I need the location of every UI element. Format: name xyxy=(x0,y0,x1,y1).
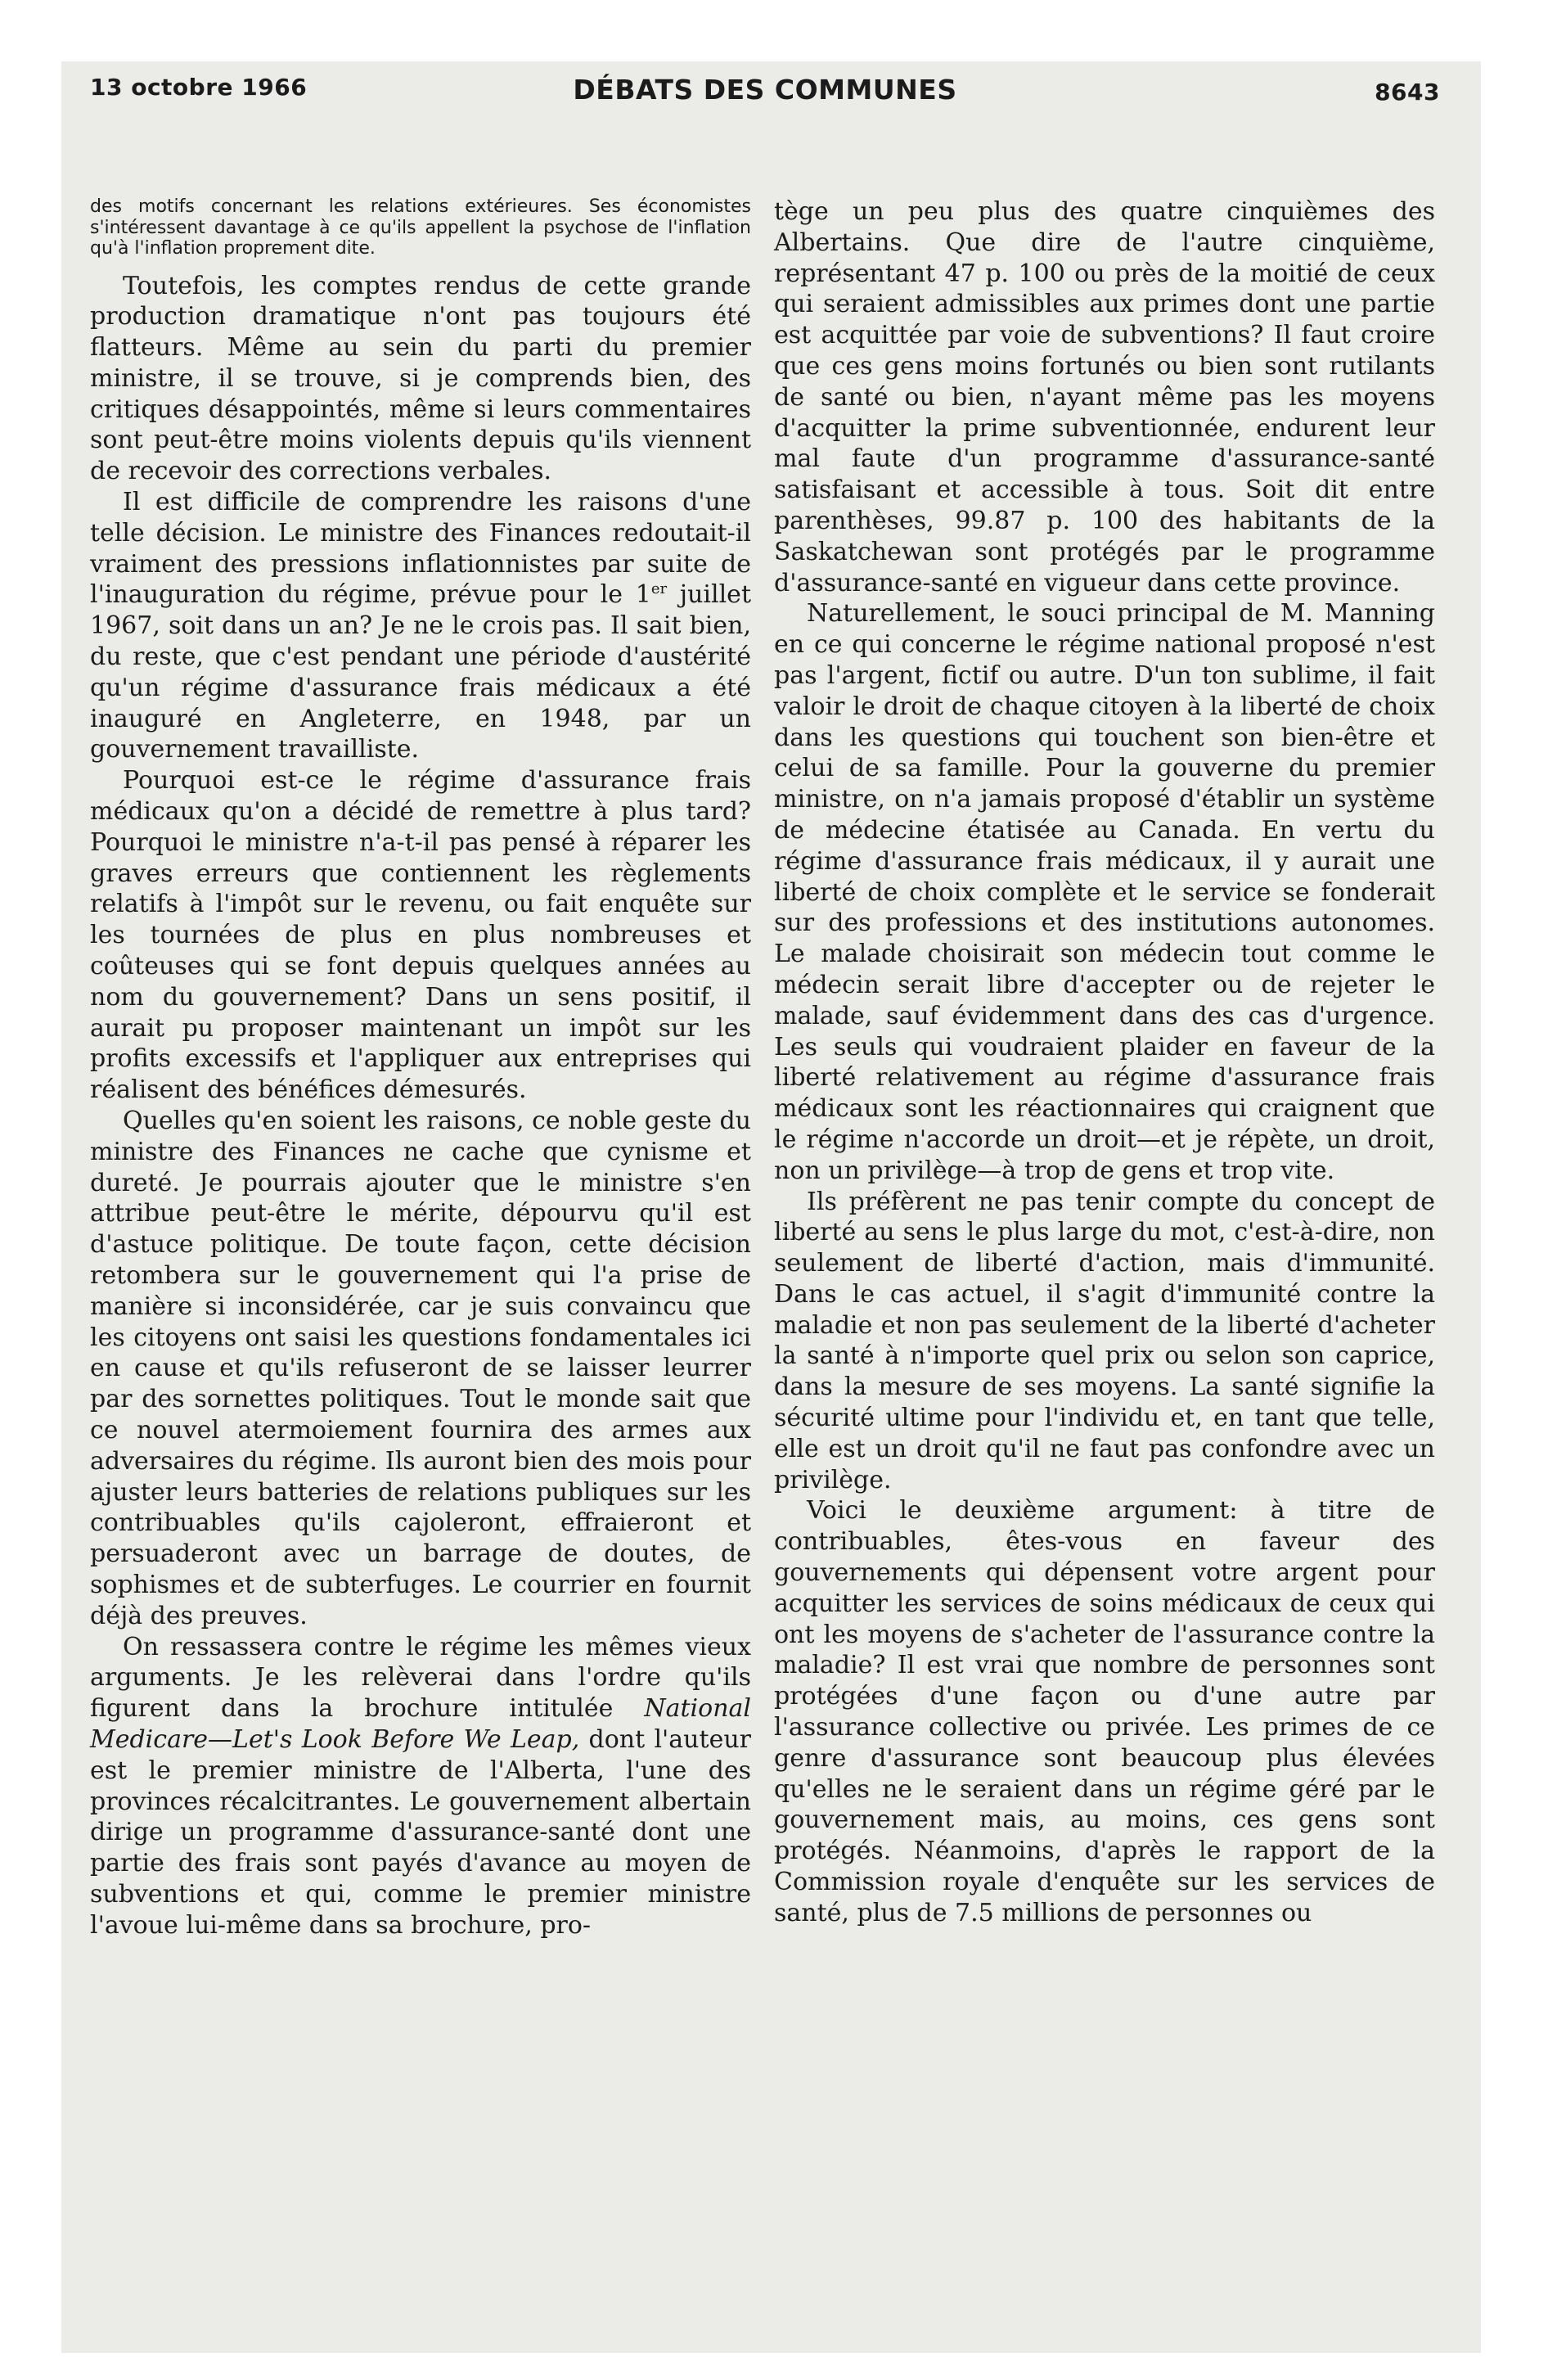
paragraph: On ressassera contre le régime les mêmes vieux arguments. Je les relèverai dans l'ordre qu'ils figurent dans la brochure intitulée National Medicare—Let's Look Before We Leap, dont l'auteur est le premier ministre de l'Alberta, l'une des provinces récalcitrantes. Le gouvernement albertain dirige un programme d'assurance-santé dont une partie des frais sont payés d'avance au moyen de subventions et qui, comme le premier ministre l'avoue lui-même dans sa brochure, pro- xyxy=(90,1632,751,1940)
paragraph: Toutefois, les comptes rendus de cette grande production dramatique n'ont pas toujours été flatteurs. Même au sein du parti du premier ministre, il se trouve, si je comprends bien, des critiques désappointés, même si leurs commentaires sont peut-être moins violents depuis qu'ils viennent de recevoir des corrections verbales. xyxy=(90,271,751,486)
paragraph: Quelles qu'en soient les raisons, ce noble geste du ministre des Finances ne cache que cynisme et dureté. Je pourrais ajouter que le ministre s'en attribue peut-être le mérite, dépourvu qu'il est d'astuce politique. De toute façon, cette décision retombera sur le gouvernement qui l'a prise de manière si inconsidérée, car je suis convaincu que les citoyens ont saisi les questions fondamentales ici en cause et qu'ils refuseront de se laisser leurrer par des sornettes politiques. Tout le monde sait que ce nouvel atermoiement fournira des armes aux adversaires du régime. Ils auront bien des mois pour ajuster leurs batteries de relations publiques sur les contribuables qu'ils cajoleront, effraieront et persuaderont avec un barrage de doutes, de sophismes et de subterfuges. Le courrier en fournit déjà des preuves. xyxy=(90,1107,751,1630)
right-column xyxy=(774,196,1435,1929)
header-title: DÉBATS DES COMMUNES xyxy=(573,74,957,106)
paragraph: Ils préfèrent ne pas tenir compte du concept de liberté au sens le plus large du mot, c'est-à-dire, non seulement de liberté d'action, mais d'immunité. Dans le cas actuel, il s'agit d'immunité contre la maladie et non pas seulement de la liberté d'acheter la santé à n'importe quel prix ou selon son caprice, dans la mesure de ses moyens. La santé signifie la sécurité ultime pour l'individu et, en tant que telle, elle est un droit qu'il ne faut pas confondre avec un privilège. xyxy=(774,1187,1435,1494)
paragraph: Pourquoi est-ce le régime d'assurance frais médicaux qu'on a décidé de remettre à plus tard? Pourquoi le ministre n'a-t-il pas pensé à réparer les graves erreurs que contiennent les règlements relatifs à l'impôt sur le revenu, ou fait enquête sur les tournées de plus en plus nombreuses et coûteuses qui se font depuis quelques années au nom du gouvernement? Dans un sens positif, il aurait pu proposer maintenant un impôt sur les profits excessifs et l'appliquer aux entreprises qui réalisent des bénéfices démesurés. xyxy=(90,766,751,1105)
page-number: 8643 xyxy=(1375,79,1440,106)
paragraph: Voici le deuxième argument: à titre de contribuables, êtes-vous en faveur des gouvernements qui dépensent votre argent pour acquitter les services de soins médicaux de ceux qui ont les moyens de s'acheter de l'assurance contre la maladie? Il est vrai que nombre de personnes sont protégées d'une façon ou d'une autre par l'assurance collective ou privée. Les primes de ce genre d'assurance sont beaucoup plus élevées qu'elles ne le seraient dans un régime géré par le gouvernement mais, au moins, ces gens sont protégés. Néanmoins, d'après le rapport de la Commission royale d'enquête sur les services de santé, plus de 7.5 millions de personnes ou xyxy=(774,1496,1435,1927)
brochure-title: National Medicare—Let's Look Before We Leap, xyxy=(90,1694,751,1754)
left-column xyxy=(90,196,751,1941)
paragraph: Il est difficile de comprendre les raisons d'une telle décision. Le ministre des Finances redoutait-il vraiment des pressions inflationnistes par suite de l'inauguration du régime, prévue pour le 1er juillet 1967, soit dans un an? Je ne le crois pas. Il sait bien, du reste, que c'est pendant une période d'austérité qu'un régime d'assurance frais médicaux a été inauguré en Angleterre, en 1948, par un gouvernement travailliste. xyxy=(90,488,751,764)
paragraph: tège un peu plus des quatre cinquièmes des Albertains. Que dire de l'autre cinquième, représentant 47 p. 100 ou près de la moitié de ceux qui seraient admissibles aux primes dont une partie est acquittée par voie de subventions? Il faut croire que ces gens moins fortunés ou bien sont rutilants de santé ou bien, n'ayant même pas les moyens d'acquitter la prime subventionnée, endurent leur mal faute d'un programme d'assurance-santé satisfaisant et accessible à tous. Soit dit entre parenthèses, 99.87 p. 100 des habitants de la Saskatchewan sont protégés par le programme d'assurance-santé en vigueur dans cette province. xyxy=(774,197,1435,597)
paragraph: des motifs concernant les relations extérieures. Ses économistes s'intéressent davantage à ce qu'ils appellent la psychose de l'inflation qu'à l'inflation proprement dite. xyxy=(90,196,751,259)
paragraph: Naturellement, le souci principal de M. Manning en ce qui concerne le régime national proposé n'est pas l'argent, fictif ou autre. D'un ton sublime, il fait valoir le droit de chaque citoyen à la liberté de choix dans les questions qui touchent son bien-être et celui de sa famille. Pour la gouverne du premier ministre, on n'a jamais proposé d'établir un système de médecine étatisée au Canada. En vertu du régime d'assurance frais médicaux, il y aurait une liberté de choix complète et le service se fonderait sur des professions et des institutions autonomes. Le malade choisirait son médecin tout comme le médecin serait libre d'accepter ou de rejeter le malade, sauf évidemment dans des cas d'urgence. Les seuls qui voudraient plaider en faveur de la liberté relativement au régime d'assurance frais médicaux sont les réactionnaires qui craignent que le régime n'accorde un droit—et je répète, un droit, non un privilège—à trop de gens et trop vite. xyxy=(774,599,1435,1185)
page-header xyxy=(90,74,1440,131)
header-date: 13 octobre 1966 xyxy=(90,74,308,101)
